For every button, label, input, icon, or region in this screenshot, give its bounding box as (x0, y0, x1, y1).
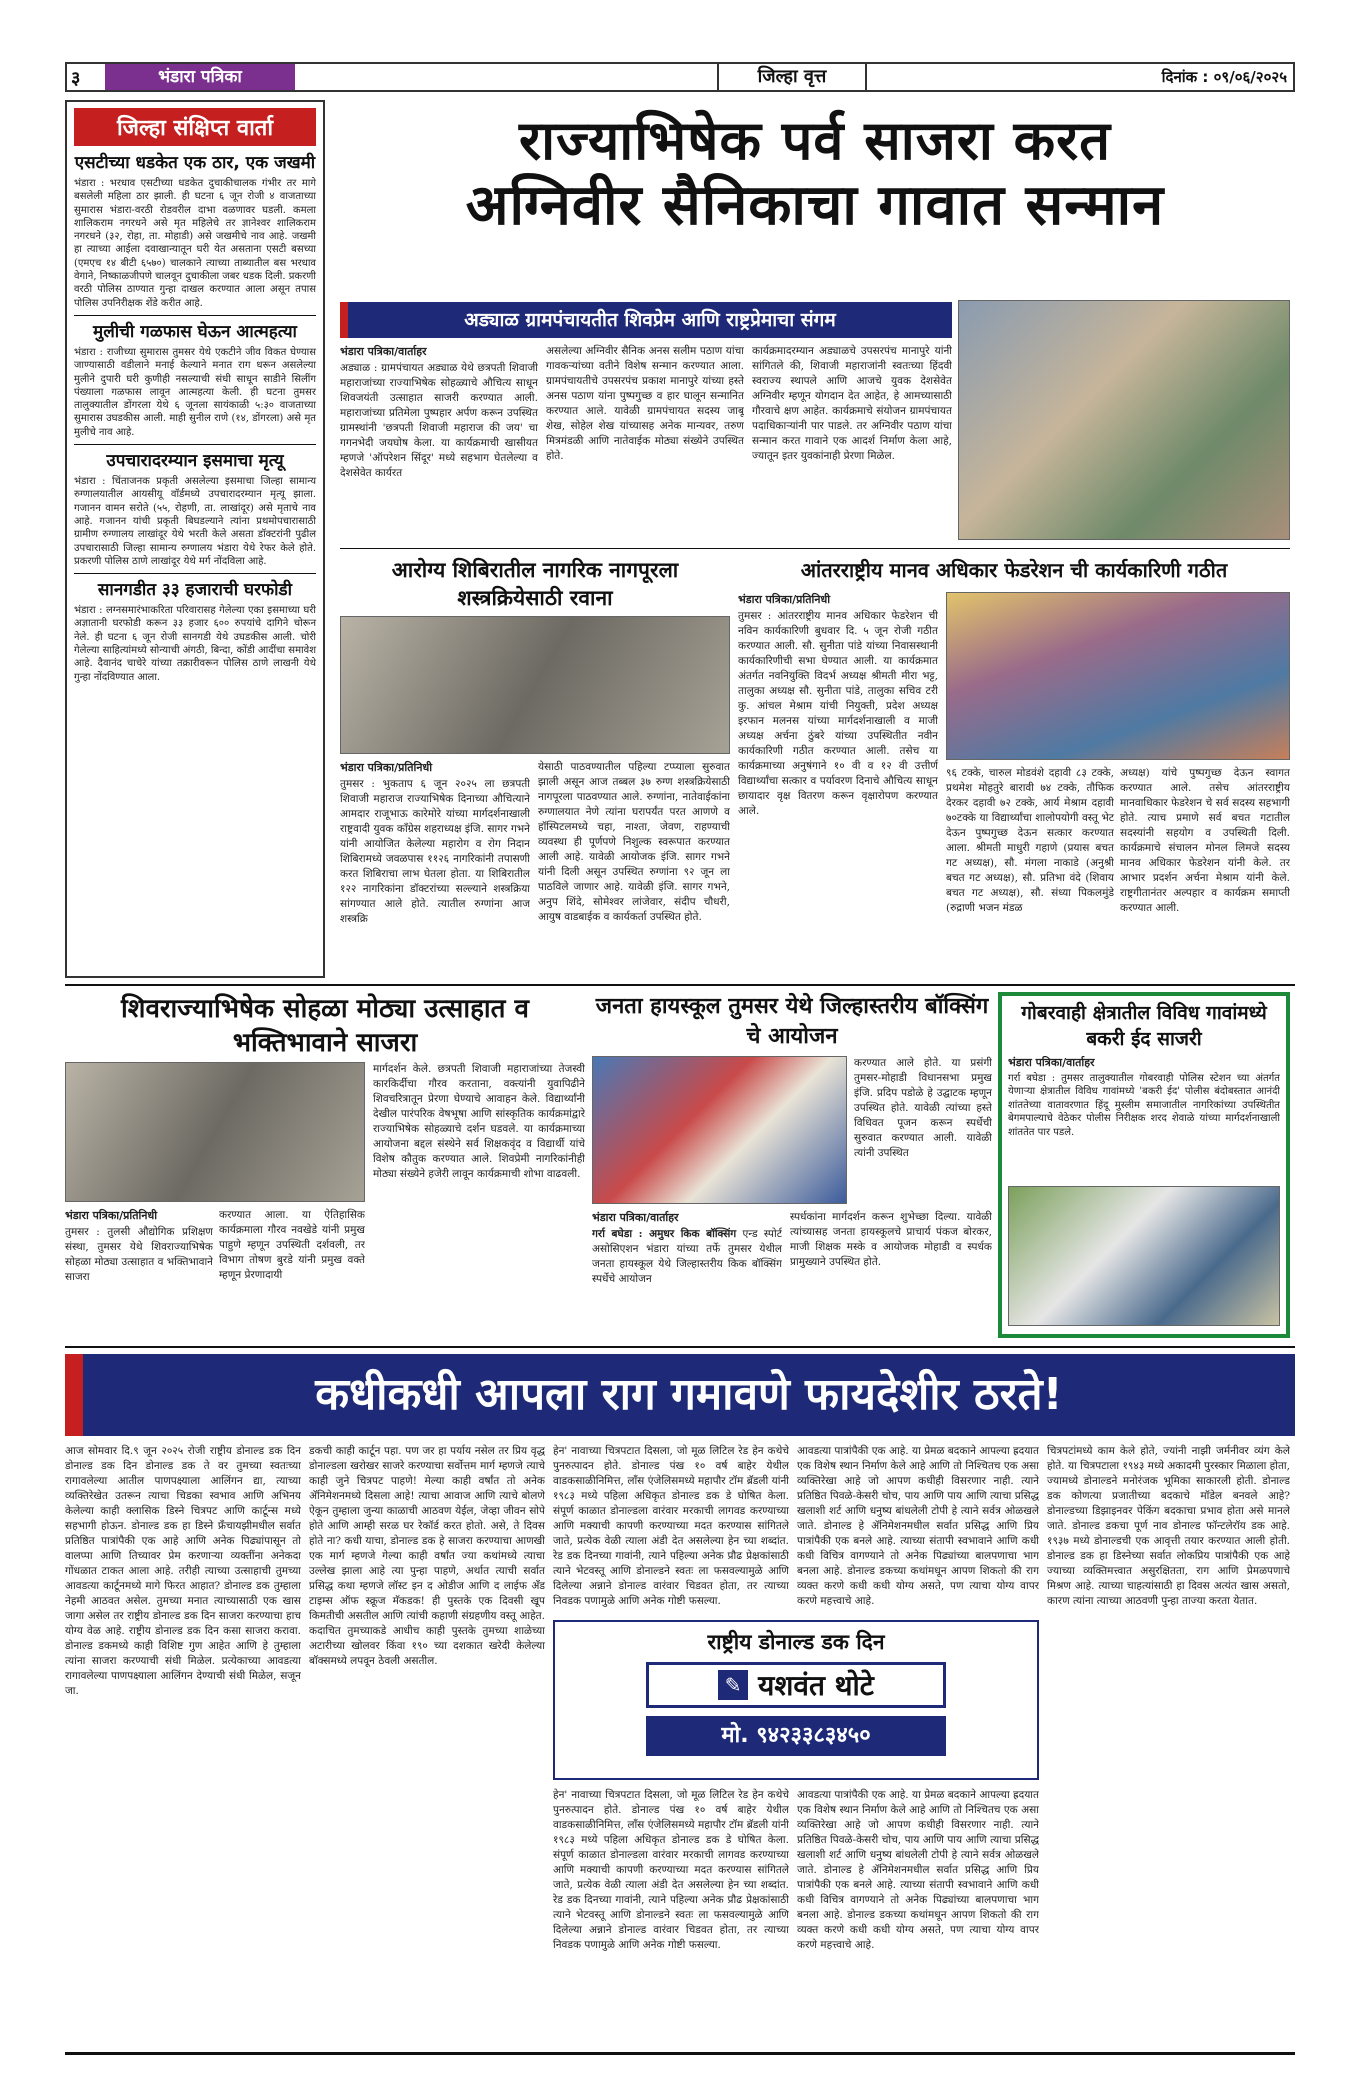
rights-headline: आंतरराष्ट्रीय मानव अधिकार फेडरेशन ची कार्यकारिणी गठीत (800, 558, 1228, 582)
boxing-lead-in: गर्रा बघेडा : अमुधर किक बॉक्सिंग (592, 1228, 737, 1240)
rights-column-1 (738, 592, 938, 978)
eid-headline: गोबरवाही क्षेत्रातील विविध गावांमध्ये बकरी ईद साजरी (1021, 1002, 1267, 1050)
feature-text-5: चित्रपटांमध्ये काम केले होते, ज्यांनी नाझी जर्मनीवर व्यंग केले होते. या चित्रपटाला १९४३ मध्ये अकादमी पुरस्कार मिळाला होता, ज्यामध्ये डोनाल्डने मनोरंजक भूमिका साकारली होती. डोनाल्ड डक कोणत्या प्रजातीच्या बदकाचे मॉडेल बनवले आहे? डोनाल्डच्या डिझाइनवर पेकिंग बदकाचा प्रभाव होता असे मानले जाते. डोनाल्ड डकचा पूर्ण नाव डोनाल्ड फॉन्टलेरॉय डक आहे. १९३७ मध्ये डोनाल्डची एक आवृत्ती तयार करण्यात आली होती. डोनाल्ड डक हा डिस्नेच्या सर्वात लोकप्रिय पात्रांपैकी एक आहे ज्याच्या व्यक्तिमत्त्वात असुरक्षितता, राग आणि प्रेमळपणाचे मिश्रण आहे. त्याच्या चाहत्यांसाठी हा दिवस अत्यंत खास असतो, कारण त्यांना त्याच्या आठवणी पुन्हा ताज्या करता येतात. (1047, 1445, 1290, 1607)
masthead (65, 62, 1295, 92)
sidebar-article-2 (74, 321, 316, 439)
shivrajya-text-3: मार्गदर्शन केले. छत्रपती शिवाजी महाराजांच्या तेजस्वी कारकिर्दीचा गौरव करताना, वक्त्यांनी युवापिढीने शिवचरित्रातून प्रेरणा घेण्याचे आवाहन केले. विद्यार्थ्यांनी देखील पारंपरिक वेषभूषा आणि सांस्कृतिक कार्यक्रमांद्वारे राज्याभिषेक सोहळ्याचे दर्शन घडवले. या कार्यक्रमाच्या आयोजना बद्दल संस्थेने सर्व शिक्षकवृंद व विद्यार्थी यांचे विशेष कौतुक करण्यात आले. शिवप्रेमी नागरिकांनीही मोठ्या संख्येने हजेरी लावून कार्यक्रमाची शोभा वाढवली. (373, 1063, 585, 1180)
sidebar-headline: एसटीच्या धडकेत एक ठार, एक जखमी (74, 153, 316, 173)
author-name: यशवंत थोटे (758, 1669, 874, 1702)
lead-text-2: असलेल्या अग्निवीर सैनिक अनस सलीम पठाण यांचा गावकऱ्यांच्या वतीने विशेष सन्मान करण्यात आला. ग्रामपंचायतीचे उपसरपंच प्रकाश मानापुरे यांच्या हस्ते अनस पठाण यांना पुष्पगुच्छ व हार घालून सन्मानित करण्यात आले. यावेळी ग्रामपंचायत सदस्य जाबू शेख, सोहेल शेख यांच्यासह अनेक मान्यवर, तरुण मित्रमंडळी आणि नातेवाईक मोठ्या संख्येने उपस्थित होते. (546, 345, 744, 462)
shivrajya-column-2 (219, 1208, 365, 1338)
feature-column-3a (553, 1444, 789, 1614)
author-box-title: राष्ट्रीय डोनाल्ड डक दिन (707, 1630, 885, 1654)
eid-body (1008, 1056, 1280, 1180)
rights-text-2: ९६ टक्के, चारुल मोडवंशे दहावी ८३ टक्के, प्रथमेश मोहतुरे बारावी ७४ टक्के, तौफिक देरकर दहावी ७२ टक्के, आर्य मेश्राम दहावी ७०टक्के या विद्यार्थ्यांचा शालोपयोगी वस्तू भेट देऊन पुष्पगुच्छ देऊन सत्कार करण्यात आला. श्रीमती माधुरी गहाणे (प्रयास बचत गट अध्यक्ष), सौ. मंगला नाकाडे (अनुश्री बचत गट अध्यक्ष), सौ. प्रतिभा वंदे (शिवाय बचत गट अध्यक्ष), सौ. संध्या पिकलमुंडे (रुद्राणी भजन मंडळ (946, 767, 1114, 914)
rights-byline: भंडारा पत्रिका/प्रतिनिधी (738, 593, 831, 606)
boxing-photo (592, 1056, 847, 1204)
shivrajya-byline: भंडारा पत्रिका/प्रतिनिधी (65, 1209, 158, 1222)
rights-text-1: तुमसर : आंतरराष्ट्रीय मानव अधिकार फेडरेशन ची नविन कार्यकारिणी बुधवार दि. ५ जून रोजी गठीत करण्यात आली. सौ. सुनीता पांडे यांच्या निवासस्थानी कार्यकारिणीची सभा घेण्यात आली. या कार्यक्रमात अंतर्गत नवनियुक्ति विदर्भ अध्यक्ष श्रीमती मीरा भट्ट, तालुका अध्यक्ष सौ. सुनीता पांडे, तालुका सचिव टरी कु. आंचल मेश्राम यांची नियुक्ती, प्रदेश अध्यक्ष इरफान मलनस यांच्या मार्गदर्शनाखाली व माजी अध्यक्ष अर्चना ठुंबरे यांच्या उपस्थितीत नवीन कार्यकारिणी गठीत करण्यात आली. तसेच या कार्यक्रमाच्या अनुषंगाने १० वी व १२ वी उत्तीर्ण विद्यार्थ्यांचा सत्कार व पर्यावरण दिनाचे औचित्य साधून छायादार वृक्ष वितरण करून वृक्षारोपण करण्यात आले. (738, 610, 938, 817)
boxing-text-1: करण्यात आले होते. या प्रसंगी तुमसर-मोहाडी विधानसभा प्रमुख इंजि. प्रदिप पडोळे हे उद्घाटक म्हणून उपस्थित होते. यावेळी त्यांच्या हस्ते विधिवत पूजन करून स्पर्धेची सुरुवात करण्यात आली. यावेळी त्यांनी उपस्थित (854, 1057, 992, 1159)
boxing-column-1 (854, 1056, 992, 1204)
sidebar-headline: मुलीची गळफास घेऊन आत्महत्या (93, 321, 297, 342)
shivrajya-headline: शिवराज्याभिषेक सोहळा मोठ्या उत्साहात व भक्तिभावाने साजरा (121, 994, 529, 1058)
section-title: जिल्हा वृत्त (717, 64, 867, 90)
author-phone: मो. ९४२३३८३४५० (646, 1716, 946, 1756)
boxing-column-2 (592, 1210, 782, 1338)
eid-box (998, 992, 1290, 1338)
feature-headline: कधीकधी आपला राग गमावणे फायदेशीर ठरते! (315, 1369, 1063, 1420)
health-byline: भंडारा पत्रिका/प्रतिनिधी (340, 761, 433, 774)
feature-banner (65, 1354, 1295, 1436)
rights-column-3 (1120, 766, 1290, 978)
sidebar-title: जिल्हा संक्षिप्त वार्ता (74, 108, 316, 146)
shivrajya-photo (65, 1062, 365, 1202)
rights-text-3: अध्यक्ष) यांचे पुष्पगुच्छ देऊन स्वागत करण्यात आले. तसेच आंतरराष्ट्रीय मानवाधिकार फेडरेशन चे सर्व सदस्य सहभागी होते. त्याच प्रमाणे सर्व बचत गटातील सदस्यांनी सहयोग व उपस्थिती दिली. कार्यक्रमाचे संचालन मोनल लिमजे सदस्य मानव अधिकार फेडरेशन यांनी केले. तर आभार प्रदर्शन अर्चना मेश्राम यांनी केले. राष्ट्रगीतानंतर अल्पहार व कार्यक्रम समाप्ती करण्यात आली. (1120, 767, 1290, 914)
sidebar-article-3 (74, 450, 316, 568)
eid-text: गर्रा बघेडा : तुमसर तालुक्यातील गोबरवाही पोलिस स्टेशन च्या अंतर्गत येणाऱ्या क्षेत्रातील विविध गावांमध्ये 'बकरी ईद' पोलीस बंदोबस्तात आनंदी शांततेच्या वातावरणात हिंदू मुस्लीम समाजातील नागरिकांच्या उपस्थितीत बेगमपाल्याचे वेठेकर पोलीस निरीक्षक शरद शेवाळे यांच्या मार्गदर्शनाखाली शांततेत पार पडले. (1008, 1072, 1280, 1138)
lead-text-1: अड्याळ : ग्रामपंचायत अड्याळ येथे छत्रपती शिवाजी महाराजांच्या राज्याभिषेक सोहळ्याचे औचित्य साधून शिवजयंती उत्साहात साजरी करण्यात आली. महाराजांच्या प्रतिमेला पुष्पहार अर्पण करून उपस्थित ग्रामस्थांनी 'छत्रपती शिवाजी महाराज की जय' चा गगनभेदी जयघोष केला. या कार्यक्रमाची खासीयत म्हणजे 'ऑपरेशन सिंदूर' मध्ये सहभाग घेतलेल्या व देशसेवेत कार्यरत (340, 362, 538, 479)
sidebar-article-4 (74, 579, 316, 684)
sidebar (65, 100, 325, 978)
shivrajya-text-2: करण्यात आला. या ऐतिहासिक कार्यक्रमाला गौरव नवखेडे यांनी प्रमुख पाहुणे म्हणून उपस्थिती दर्शवली, तर विभाग तोषण बुरडे यांनी प्रमुख वक्ते म्हणून प्रेरणादायी (219, 1209, 365, 1281)
feature-column-3b (553, 1788, 789, 2044)
issue-date: दिनांक : ०९/०६/२०२५ (1161, 68, 1287, 86)
health-text-2: येसाठी पाठवण्यातील पहिल्या टप्प्याला सुरुवात झाली असून आज तब्बल ३७ रुग्ण शस्त्रक्रियेसाठी नागपूरला पाठवण्यात आले. रुग्णांना, नातेवाईकांना रुग्णालयात नेणे त्यांना घरापर्यंत परत आणणे व हॉस्पिटलमध्ये चहा, नाश्ता, जेवण, राहण्याची व्यवस्था ही पूर्णपणे निशुल्क स्वरूपात करण्यात आली आहे. यावेळी आयोजक इंजि. सागर गभने यांनी दिली असून उपस्थित रुग्णांना ९२ जून ला पाठविले जाणार आहे. यावेळी इंजि. सागर गभने, अनुप शिंदे, सोमेश्वर लांजेवार, संदीप चौधरी, आयुष वाडबाईक व कार्यकर्ता उपस्थित होते. (538, 761, 730, 923)
sidebar-body: भंडारा : लग्नसमारंभाकरिता परिवारासह गेलेल्या एका इसमाच्या घरी अज्ञातानी घरफोडी करून ३३ हजार ६०० रुपयांचे दागिने चोरून नेले. ही घटना ६ जून रोजी सानगडी येथे उघडकीस आली. चोरी गेलेल्या साहित्यांमध्ये सोन्याची अंगठी, बिन्दा, कोंडी आदींचा समावेश आहे. दैवानंद चाचेरे यांच्या तक्रारीवरून पोलिस ठाणे लाखनी येथे गुन्हा नोंदविण्यात आला. (74, 605, 316, 683)
health-text-1: तुमसर : भुकताप ६ जून २०२५ ला छत्रपती शिवाजी महाराज राज्याभिषेक दिनाच्या औचित्याने आमदार राजूभाऊ कारेमोरे यांच्या मार्गदर्शनाखाली राष्ट्रवादी युवक काँग्रेस शहराध्यक्ष इंजि. सागर गभने यांनी आयोजित केलेल्या महारोग व रोग निदान शिबिरामध्ये जवळपास ११२६ नागरिकांनी तपासणी करत शिबिराचा लाभ घेतला होता. या शिबिरातील १२२ नागरिकांना डॉक्टरांच्या सल्ल्याने शस्त्रक्रिया सांगण्यात आले होते. त्यातील रुग्णांना आज शस्त्रक्रि (340, 778, 530, 925)
boxing-column-3 (790, 1210, 992, 1338)
sidebar-headline: उपचारादरम्यान इसमाचा मृत्यू (106, 451, 284, 472)
health-column-2 (538, 760, 730, 978)
sidebar-body: भंडारा : राजीच्या सुमारास तुमसर येथे एकटीने जीव विकत घेण्यास जाण्यासाठी वडीलाने मनाई केल्याने मनात राग धरून असलेल्या मुलीने दुपारी घरी कुणीही नसल्याची संधी साधून साडीने सिलींग पंख्याला गळफास लावून आत्महत्या केली. ही घटना तुमसर तालुक्यातील डोंगरला येथे ६ जूनला सायंकाळी ५:३० वाजताच्या सुमारास उघडकीस आली. माही सुनील राणे (१४, डोंगरला) असे मृत मुलीचे नाव आहे. (74, 346, 316, 438)
health-photo (340, 616, 730, 754)
lead-column-3 (752, 344, 952, 540)
feature-column-4b (797, 1788, 1039, 2044)
paper-name: भंडारा पत्रिका (105, 64, 295, 90)
eid-photo (1008, 1186, 1280, 1326)
health-headline: आरोग्य शिबिरातील नागरिक नागपूरला शस्त्रक्रियेसाठी रवाना (391, 558, 679, 610)
rights-photo (946, 592, 1290, 760)
rights-column-2 (946, 766, 1114, 978)
boxing-headline: जनता हायस्कूल तुमसर येथे जिल्हास्तरीय बॉक्सिंग चे आयोजन (595, 994, 989, 1049)
lead-column-1 (340, 344, 538, 540)
sidebar-article-1 (74, 152, 316, 310)
feature-text-3: हेन' नावाच्या चित्रपटात दिसला, जो मूळ लिटिल रेड हेन कथेचे पुनरुत्पादन होते. डोनाल्ड पंख १० वर्ष बाहेर येथील वाडकसाळीनिमित्त, लाँस एंजेलिसमध्ये महापौर टॉम ब्रॅडली यांनी १९८३ मध्ये पहिला अधिकृत डोनाल्ड डक डे घोषित केला. संपूर्ण काळात डोनाल्डला वारंवार मरकाची लागवड करण्याच्या आणि मक्याची कापणी करण्याच्या मदत करण्यास सांगितले जाते, प्रत्येक वेळी त्याला अंडी देत असलेल्या हेन च्या शब्दांत. रेड डक दिनच्या गावांनी, त्याने पहिल्या अनेक प्रौढ प्रेक्षकांसाठी त्याने भेटवस्तू आणि डोनाल्डने स्वतः ला फसवल्यामुळे आणि दिलेल्या अन्नाने डोनाल्ड वारंवार चिडवत होता, तर त्याच्या निवडक पणामुळे आणि अनेक गोष्टी फसल्या. (553, 1445, 789, 1607)
feature-column-5 (1047, 1444, 1290, 2044)
feature-column-1 (65, 1444, 301, 2044)
health-column-1 (340, 760, 530, 978)
feature-text-4-cont: आवडत्या पात्रांपैकी एक आहे. या प्रेमळ बदकाने आपल्या ह्रदयात एक विशेष स्थान निर्माण केले आहे आणि तो निश्चितच एक असा व्यक्तिरेखा आहे जो आपण कधीही विसरणार नाही. त्याने प्रतिष्ठित पिवळे-केसरी चोच, पाय आणि पाय आणि त्याचा प्रसिद्ध खलाशी शर्ट आणि धनुष्य बांधलेली टोपी हे त्याने सर्वत्र ओळखले जाते. डोनाल्ड हे ॲनिमेशनमधील सर्वात प्रसिद्ध आणि प्रिय पात्रांपैकी एक बनले आहे. त्याच्या संतापी स्वभावाने आणि कधी कधी विचित्र वागण्याने तो अनेक पिढ्यांच्या बालपणाचा भाग बनला आहे. डोनाल्ड डकच्या कथांमधून आपण शिकतो की राग व्यक्त करणे कधी कधी योग्य असते, पण त्याचा योग्य वापर करणे महत्त्वाचे आहे. (797, 1789, 1039, 1951)
shivrajya-column-3 (373, 1062, 585, 1338)
sidebar-body: भंडारा : चिंताजनक प्रकृती असलेल्या इसमाचा जिल्हा सामान्य रुग्णालयातील आयसीयू वॉर्डमध्ये उपचारादरम्यान मृत्यू झाला. गजानन वामन सरोते (५५, रोहणी, ता. लाखांदूर) असे मृताचे नाव आहे. गजानन यांची प्रकृती बिघडल्याने त्यांना प्रथमोपचारासाठी ग्रामीण रुग्णालय लाखांदूर येथे भरती केले असता डॉक्टरांनी पुढील उपचारासाठी जिल्हा सामान्य रुग्णालय भंडारा येथे रेफर केले होते. प्रकरणी पोलिस ठाणे लाखांदूर येथे मर्ग नोंदविला आहे. (74, 476, 316, 567)
page-number: ३ (71, 68, 81, 89)
lead-column-2 (546, 344, 744, 540)
boxing-text-3: स्पर्धकांना मार्गदर्शन करून शुभेच्छा दिल्या. यावेळी त्यांच्यासह जनता हायस्कूलचे प्राचार्य पंकज बोरकर, माजी शिक्षक मस्के व आयोजक मोहाडी व स्पर्धक प्रामुख्याने उपस्थित होते. (790, 1211, 992, 1268)
shivrajya-text-1: तुमसर : तुलसी औद्योगिक प्रशिक्षण संस्था, तुमसर येथे शिवराज्याभिषेक सोहळा मोठ्या उत्साहात व भक्तिभावाने साजरा (65, 1226, 213, 1283)
lead-byline: भंडारा पत्रिका/वार्ताहर (340, 345, 427, 358)
lead-headline-line2: अग्निवीर सैनिकाचा गावात सन्मान (465, 173, 1165, 238)
feature-text-2: डकची काही कार्टून पहा. पण जर हा पर्याय नसेल तर प्रिय वृद्ध डोनाल्डला खरोखर साजरे करण्याचा सर्वोत्तम मार्ग म्हणजे त्याचे काही जुने चित्रपट पाहणे! मेल्या काही वर्षांत तो अनेक ॲनिमेशनमध्ये दिसला आहे! त्याचा आवाज आणि त्याचे बोलणे ऐकून तुम्हाला जुन्या काळाची आठवण येईल, जेव्हा जीवन सोपे होते आणि आम्ही सरळ घर रेकॉर्ड करत होतो. असे, ते दिवस होते ना? कधी याचा, डोनाल्ड डक हे साजरा करण्याचा आणखी एक मार्ग म्हणजे गेल्या काही वर्षांत ज्या कथांमध्ये त्याचा उल्लेख झाला आहे त्या पुन्हा पाहणे, अर्थात त्याची सर्वात प्रसिद्ध कथा म्हणजे लॉस्ट इन द ओडीज आणि द लाईफ अँड टाइम्स ऑफ स्क्रूज मॅकडक! ही पुस्तके एक दिवसी खूप किमतीची असतील आणि त्यांची कहाणी संग्रहणीय वस्तू आहेत. कदाचित तुमच्याकडे आधीच काही पुस्तके तुमच्या शाळेच्या अटारीच्या खोलवर किंवा १९० च्या दशकात खरेदी केलेल्या बॉक्समध्ये लपवून ठेवली असतील. (309, 1445, 545, 1667)
feature-text-3-cont: हेन' नावाच्या चित्रपटात दिसला, जो मूळ लिटिल रेड हेन कथेचे पुनरुत्पादन होते. डोनाल्ड पंख १० वर्ष बाहेर येथील वाडकसाळीनिमित्त, लाँस एंजेलिसमध्ये महापौर टॉम ब्रॅडली यांनी १९८३ मध्ये पहिला अधिकृत डोनाल्ड डक डे घोषित केला. संपूर्ण काळात डोनाल्डला वारंवार मरकाची लागवड करण्याच्या आणि मक्याची कापणी करण्याच्या मदत करण्यास सांगितले जाते, प्रत्येक वेळी त्याला अंडी देत असलेल्या हेन च्या शब्दांत. रेड डक दिनच्या गावांनी, त्याने पहिल्या अनेक प्रौढ प्रेक्षकांसाठी त्याने भेटवस्तू आणि डोनाल्डने स्वतः ला फसवल्यामुळे आणि दिलेल्या अन्नाने डोनाल्ड वारंवार चिडवत होता, तर त्याच्या निवडक पणामुळे आणि अनेक गोष्टी फसल्या. (553, 1789, 789, 1951)
author-name-row (646, 1662, 946, 1708)
shivrajya-column-1 (65, 1208, 213, 1338)
feature-column-4a (797, 1444, 1039, 1614)
sidebar-body: भंडारा : भरधाव एसटीच्या धडकेत दुचाकीचालक गंभीर तर मागे बसलेली महिला ठार झाली. ही घटना ६ जून रोजी ४ वाजताच्या सुमारास भंडारा-वरठी रोडवरील दाभा वळणावर घडली. कमला शालिकराम नगरधने असे मृत महिलेचे तर ज्ञानेश्वर शालिकराम नगरधने (३२, रोहा, ता. मोहाडी) असे जखमीचे नाव आहे. जखमी हा त्याच्या आईला दवाखान्यातून घरी येत असताना एसटी बसच्या (एमएच १४ बीटी ६५७०) चालकाने त्याच्या ताब्यातील बस भरधाव वेगाने, निष्काळजीपणे चालवून दुचाकीला जबर धडक दिली. प्रकरणी वरठी पोलिस ठाण्यात गुन्हा दाखल करण्यात आला असून तपास पोलिस उपनिरीक्षक शेंडे करीत आहे. (74, 178, 316, 309)
lead-kicker (340, 302, 952, 338)
feature-text-4: आवडत्या पात्रांपैकी एक आहे. या प्रेमळ बदकाने आपल्या ह्रदयात एक विशेष स्थान निर्माण केले आहे आणि तो निश्चितच एक असा व्यक्तिरेखा आहे जो आपण कधीही विसरणार नाही. त्याने प्रतिष्ठित पिवळे-केसरी चोच, पाय आणि पाय आणि त्याचा प्रसिद्ध खलाशी शर्ट आणि धनुष्य बांधलेली टोपी हे त्याने सर्वत्र ओळखले जाते. डोनाल्ड हे ॲनिमेशनमधील सर्वात प्रसिद्ध आणि प्रिय पात्रांपैकी एक बनले आहे. त्याच्या संतापी स्वभावाने आणि कधी कधी विचित्र वागण्याने तो अनेक पिढ्यांच्या बालपणाचा भाग बनला आहे. डोनाल्ड डकच्या कथांमधून आपण शिकतो की राग व्यक्त करणे कधी कधी योग्य असते, पण त्याचा योग्य वापर करणे महत्त्वाचे आहे. (797, 1445, 1039, 1607)
lead-headline-line1: राज्याभिषेक पर्व साजरा करत (519, 109, 1111, 172)
lead-text-3: कार्यक्रमादरम्यान अड्याळचे उपसरपंच मानापुरे यांनी सांगितले की, शिवाजी महाराजांनी स्वतःच्या हिंदवी स्वराज्य स्थापले आणि आजचे युवक देशसेवेत अग्निवीर म्हणून योगदान देत आहेत, हे आमच्यासाठी गौरवाचे क्षण आहेत. कार्यक्रमाचे संयोजन ग्रामपंचायत पदाधिकाऱ्यांनी पार पाडले. तर अग्निवीर पठाण यांचा सन्मान करत गावाने एक आदर्श निर्माण केला आहे, ज्यातून इतर युवकांनाही प्रेरणा मिळेल. (752, 345, 952, 462)
sidebar-headline: सानगडीत ३३ हजाराची घरफोडी (97, 580, 293, 601)
pen-icon: ✎ (718, 1670, 748, 1700)
boxing-text-2: एन्ड स्पोर्ट असोसिएशन भंडारा यांच्या तर्फे तुमसर येथील जनता हायस्कूल येथे जिल्हास्तरीय किक बॉक्सिंग स्पर्धेचे आयोजन (592, 1228, 782, 1285)
feature-column-2 (309, 1444, 545, 2044)
boxing-byline: भंडारा पत्रिका/वार्ताहर (592, 1211, 679, 1224)
author-box (553, 1620, 1039, 1780)
lead-kicker-text: अड्याळ ग्रामपंचायतीत शिवप्रेम आणि राष्ट्रप्रेमाचा संगम (464, 309, 836, 331)
lead-photo (958, 300, 1290, 540)
eid-byline: भंडारा पत्रिका/वार्ताहर (1008, 1056, 1095, 1069)
feature-text-1: आज सोमवार दि.९ जून २०२५ रोजी राष्ट्रीय डोनाल्ड डक दिन डोनाल्ड डक दिन डोनाल्ड डक ते वर तुमच्या स्वतःच्या रागावलेल्या आतील पाणपक्ष्याला आलिंगन द्या, त्याच्या व्यक्तिरेखेत उतरून त्याचा चिडका स्वभाव आणि अभिनय केलेल्या काही क्लासिक डिस्ने चित्रपट आणि कार्टून्स मध्ये सहभागी होऊन. डोनाल्ड डक हा डिस्ने फ्रँचायझीमधील सर्वात प्रतिष्ठित पात्रांपैकी एक आहे आणि अनेक पिढ्यांपासून तो वालप्पा आणि तिच्यावर प्रेम करणाऱ्या व्यक्तींना अनेकदा गोंधळात टाकत आला आहे. तरीही त्याच्या उत्साहाची तुमच्या आवडत्या कार्टूनमध्ये मागे फिरत आहात? डोनाल्ड डक तुम्हाला नेहमी आठवत असेल. तुमच्या मनात त्याच्यासाठी एक खास जागा असेल तर राष्ट्रीय डोनाल्ड डक दिन साजरा करण्याचा हाच योग्य वेळ आहे. राष्ट्रीय डोनाल्ड डक दिन कसा साजरा करावा. डोनाल्ड डकमध्ये काही विशिष्ट गुण आहेत आणि हे तुम्हाला त्यांना साजरा करण्याची संधी मिळेल. प्रत्येकाच्या आवडत्या रागावलेल्या पाणपक्ष्याला आलिंगन देण्याची संधी मिळेल, सजून जा. (65, 1445, 301, 1697)
